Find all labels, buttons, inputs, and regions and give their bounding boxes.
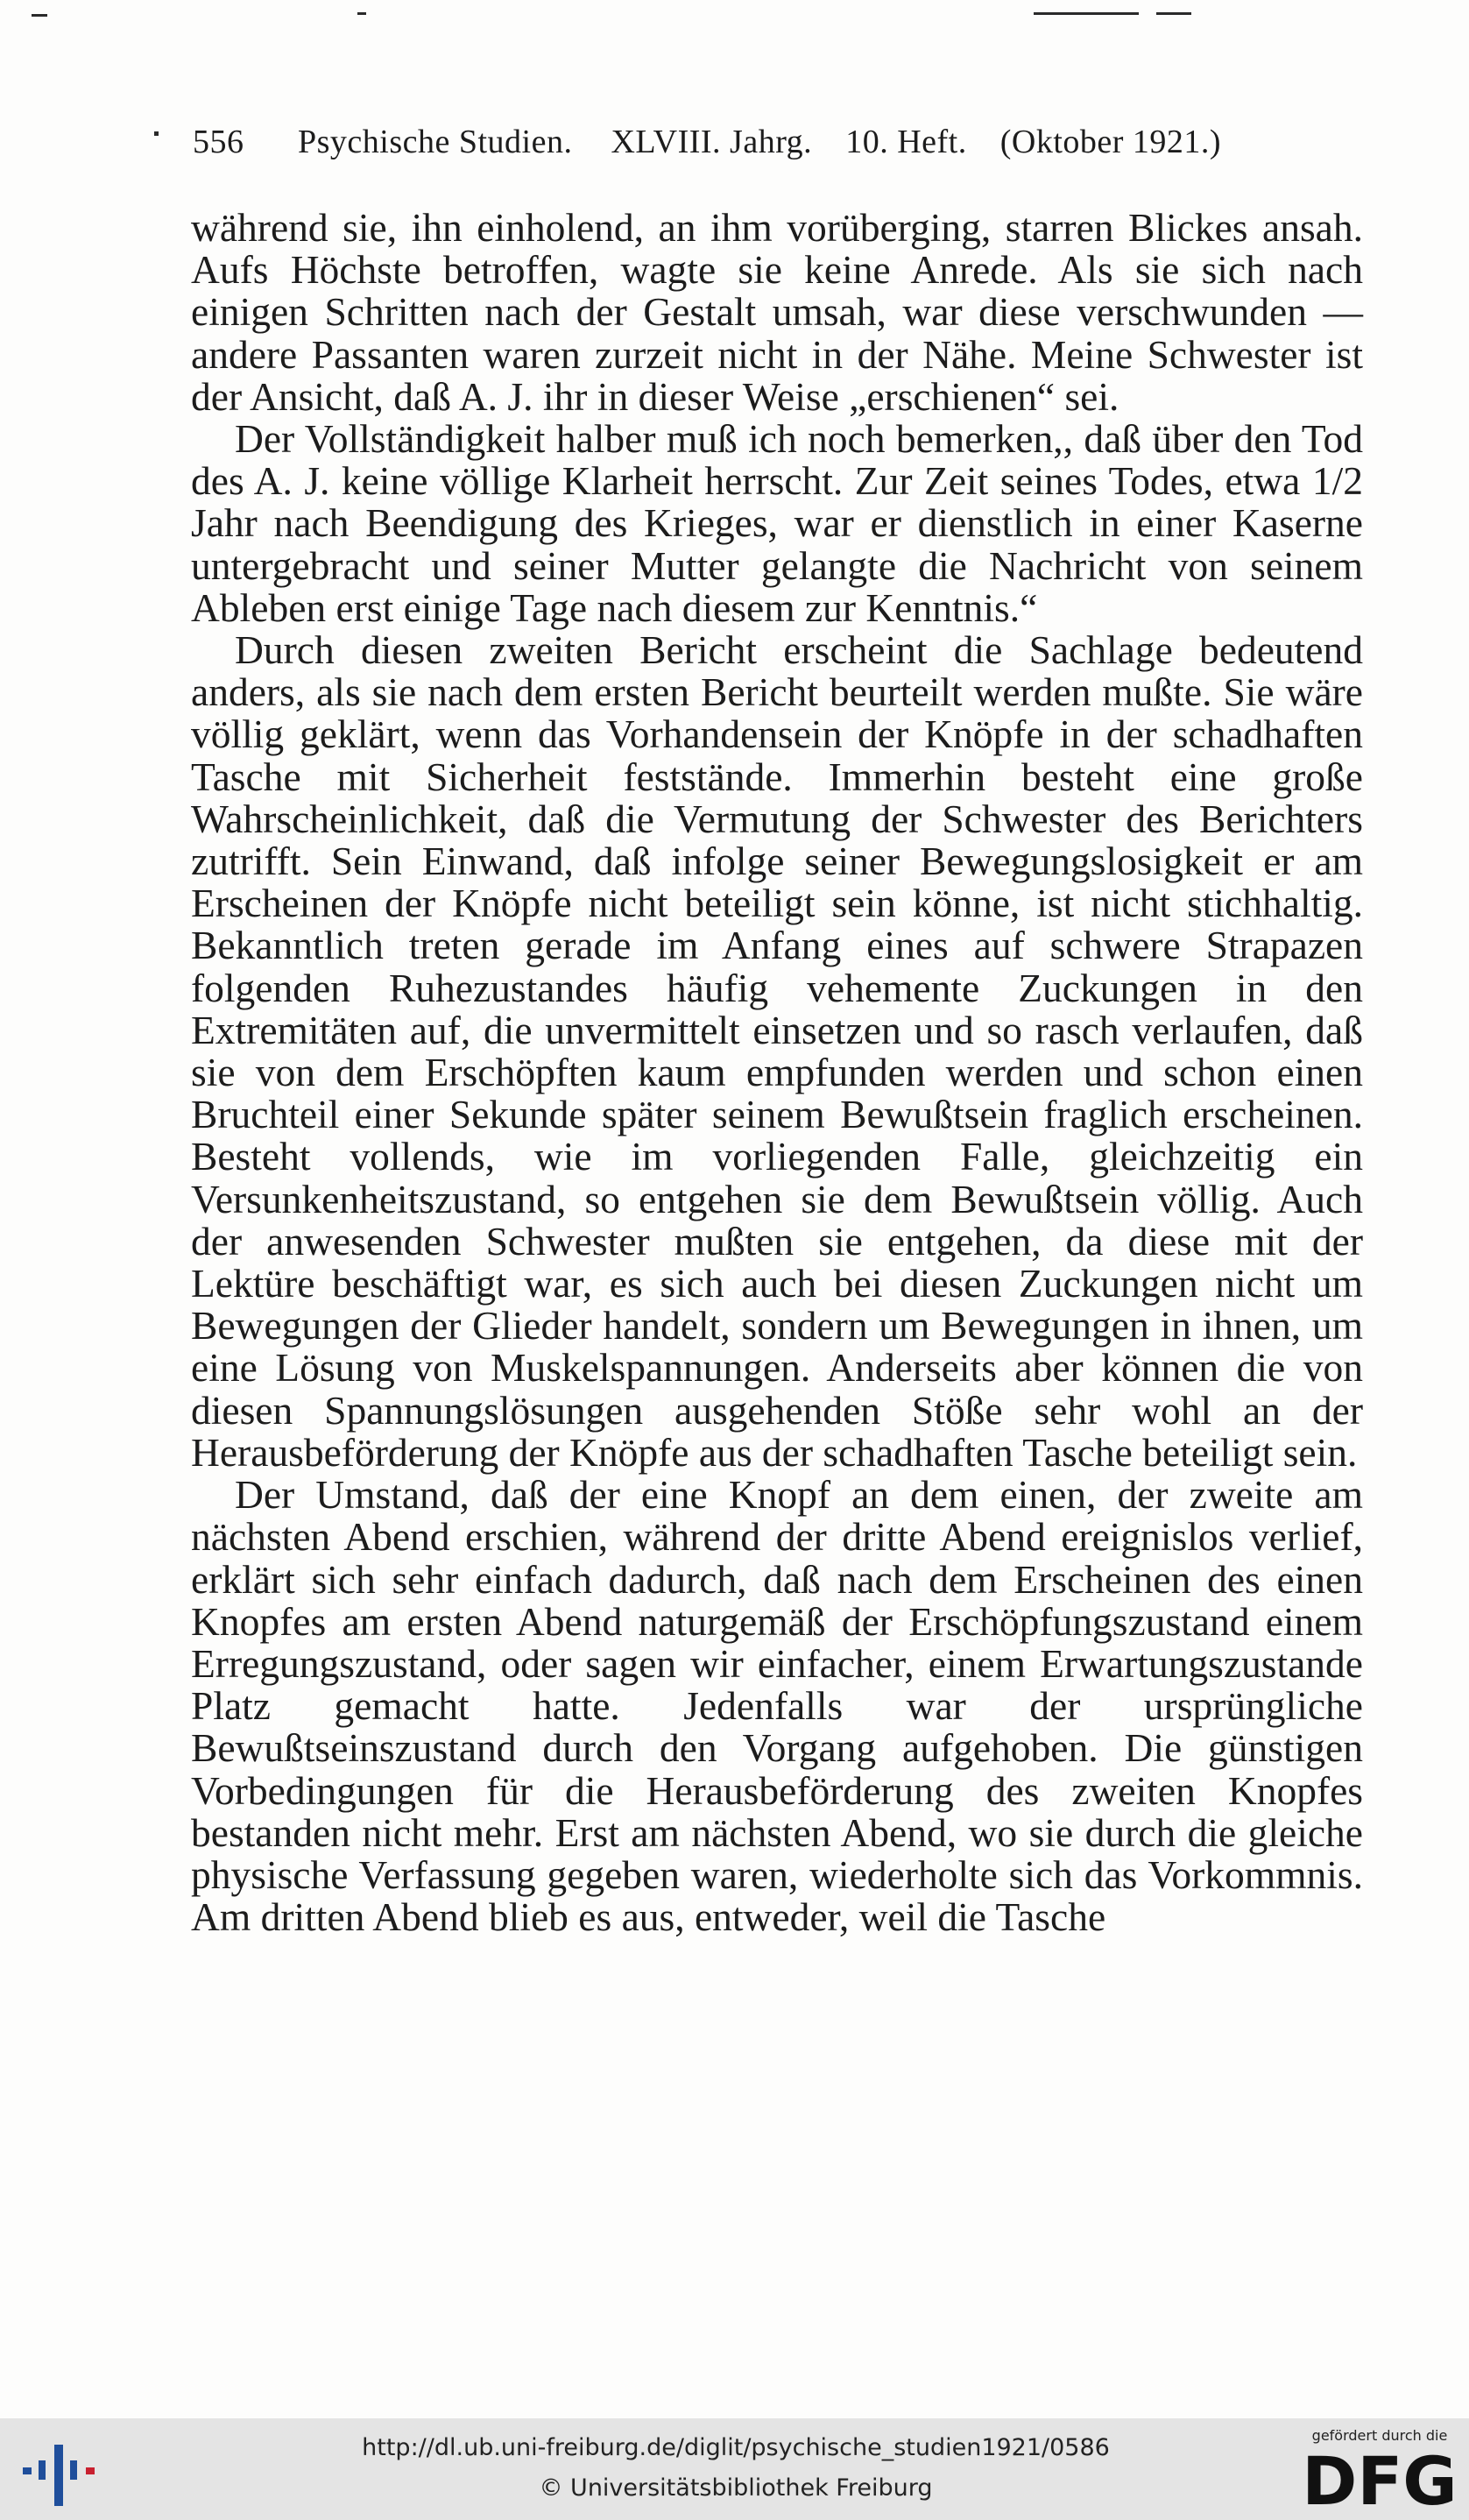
copyright-notice: © Universitätsbibliothek Freiburg <box>539 2474 933 2502</box>
issue-date: (Oktober 1921.) <box>999 124 1222 160</box>
library-logo-icon <box>19 2438 98 2508</box>
paragraph: Der Vollständigkeit halber muß ich noch bemerken,, daß über den Tod des A. J. keine völlige Klarheit herrscht. Zur Zeit seines Todes, etwa 1/2 Jahr nach Beendigung des Krieges, war er dienstlich in einer Kaserne untergebracht und seiner Mutter gelangte die Nachricht von seinem Ableben erst einige Tage nach diesem zur Kenntnis.“ <box>191 416 1363 630</box>
scan-mark <box>154 131 159 136</box>
paragraph: Durch diesen zweiten Bericht erscheint die Sachlage bedeutend anders, als sie nach dem ersten Bericht beurteilt werden mußte. Sie wäre völlig geklärt, wenn das Vorhandensein der Knöpfe in der schadhaften Tasche mit Sicherheit feststände. Immerhin besteht eine große Wahrscheinlichkeit, daß die Vermutung der Schwester des Berichters zutrifft. Sein Einwand, daß infolge seiner Bewegungslosigkeit er am Erscheinen der Knöpfe nicht beteiligt sein könne, ist nicht stichhaltig. Bekanntlich treten gerade im Anfang eines auf schwere Strapazen folgenden Ruhezustandes häufig vehemente Zuckungen in den Extremitäten auf, die unvermittelt einsetzen und so rasch verlaufen, daß sie von dem Erschöpften kaum empfunden werden und schon einen Bruchteil einer Sekunde später seinem Bewußtsein fraglich erscheinen. Besteht vollends, wie im vorliegenden Falle, gleichzeitig ein Versunkenheitszustand, so entgehen sie dem Bewußtsein völlig. Auch der anwesenden Schwester mußten sie entgehen, da diese mit der Lektüre beschäftigt war, es sich auch bei diesen Zuckungen nicht um Bewegungen der Glieder handelt, sondern um Bewegungen in ihnen, um eine Lösung von Muskelspannungen. Anderseits aber können die von diesen Spannungslösungen ausgehenden Stöße sehr wohl an der Herausbeförderung der Knöpfe aus der schadhaften Tasche beteiligt sein. <box>191 627 1363 1475</box>
dfg-logo-text: DFG <box>1302 2445 1458 2513</box>
scan-mark <box>1156 12 1191 15</box>
viewer-footer <box>0 2418 1469 2520</box>
running-header <box>193 123 1367 161</box>
page-number: 556 <box>193 124 244 160</box>
scan-mark <box>32 14 47 17</box>
scan-mark <box>357 12 366 15</box>
volume-label: XLVIII. Jahrg. <box>611 124 813 160</box>
issue-label: 10. Heft. <box>845 124 967 160</box>
body-text <box>191 207 1363 1938</box>
dfg-caption: gefördert durch die <box>1311 2427 1448 2444</box>
scan-mark <box>1034 12 1139 15</box>
permalink-link[interactable]: http://dl.ub.uni-freiburg.de/diglit/psychische_studien1921/0586 <box>362 2434 1110 2461</box>
paragraph: während sie, ihn einholend, an ihm vorüberging, starren Blickes ansah. Aufs Höchste betroffen, wagte sie keine Anrede. Als sie sich nach einigen Schritten nach der Gestalt umsah, war diese verschwunden — andere Passanten waren zurzeit nicht in der Nähe. Meine Schwester ist der Ansicht, daß A. J. ihr in dieser Weise „erschienen“ sei. <box>191 205 1363 419</box>
paragraph: Der Umstand, daß der eine Knopf an dem einen, der zweite am nächsten Abend erschien, während der dritte Abend ereignislos verlief, erklärt sich sehr einfach dadurch, daß nach dem Erscheinen des einen Knopfes am ersten Abend naturgemäß der Erschöpfungszustand einem Erregungszustand, oder sagen wir einfacher, einem Erwartungszustande Platz gemacht hatte. Jedenfalls war der ursprüngliche Bewußtseinszustand durch den Vorgang aufgehoben. Die günstigen Vorbedingungen für die Herausbeförderung des zweiten Knopfes bestanden nicht mehr. Erst am nächsten Abend, wo sie durch die gleiche physische Verfassung gegeben waren, wiederholte sich das Vorkommnis. Am dritten Abend blieb es aus, entweder, weil die Tasche <box>191 1472 1363 1940</box>
journal-title: Psychische Studien. <box>298 124 573 160</box>
dfg-logo-icon <box>1298 2445 1461 2513</box>
